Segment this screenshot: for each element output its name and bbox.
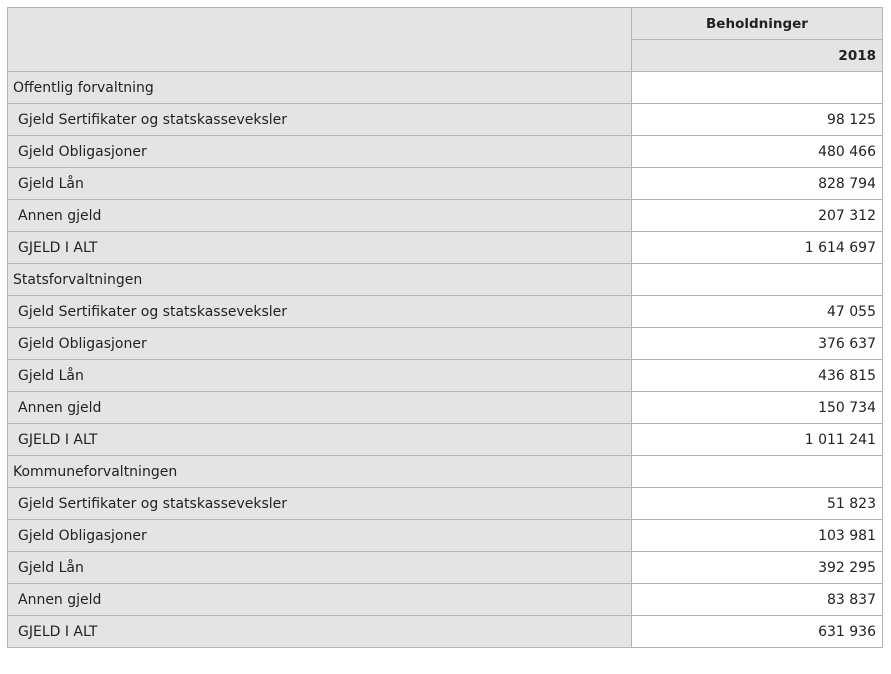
table-row-total: [8, 424, 883, 456]
table-row-total: [8, 616, 883, 648]
table-row: [8, 488, 883, 520]
row-label: Gjeld Obligasjoner: [8, 520, 632, 552]
section-row: [8, 456, 883, 488]
year-header: 2018: [632, 40, 883, 72]
table-row: [8, 360, 883, 392]
table-row: [8, 136, 883, 168]
row-value: 828 794: [632, 168, 883, 200]
header-row-measure: [8, 8, 883, 40]
row-value: 376 637: [632, 328, 883, 360]
table-row: [8, 552, 883, 584]
row-value: 1 011 241: [632, 424, 883, 456]
row-label: Gjeld Lån: [8, 168, 632, 200]
row-label: Gjeld Lån: [8, 360, 632, 392]
section-title: Statsforvaltningen: [8, 264, 632, 296]
table-row: [8, 328, 883, 360]
section-empty-cell: [632, 264, 883, 296]
row-label: Gjeld Obligasjoner: [8, 136, 632, 168]
row-label: Annen gjeld: [8, 200, 632, 232]
row-label: Annen gjeld: [8, 392, 632, 424]
section-empty-cell: [632, 72, 883, 104]
row-value: 47 055: [632, 296, 883, 328]
section-title: Offentlig forvaltning: [8, 72, 632, 104]
table-row: [8, 392, 883, 424]
row-label: GJELD I ALT: [8, 424, 632, 456]
debt-table: [7, 7, 883, 648]
row-value: 51 823: [632, 488, 883, 520]
table-row: [8, 200, 883, 232]
table-row: [8, 584, 883, 616]
section-row: [8, 72, 883, 104]
row-value: 83 837: [632, 584, 883, 616]
row-value: 98 125: [632, 104, 883, 136]
row-label: Gjeld Sertifikater og statskasseveksler: [8, 296, 632, 328]
table-row: [8, 104, 883, 136]
row-label: Gjeld Sertifikater og statskasseveksler: [8, 488, 632, 520]
section-title: Kommuneforvaltningen: [8, 456, 632, 488]
row-label: Gjeld Obligasjoner: [8, 328, 632, 360]
row-label: GJELD I ALT: [8, 232, 632, 264]
row-value: 392 295: [632, 552, 883, 584]
stub-header: [8, 8, 632, 72]
table-row: [8, 168, 883, 200]
row-value: 207 312: [632, 200, 883, 232]
row-label: Gjeld Lån: [8, 552, 632, 584]
row-value: 436 815: [632, 360, 883, 392]
row-value: 1 614 697: [632, 232, 883, 264]
row-label: Gjeld Sertifikater og statskasseveksler: [8, 104, 632, 136]
row-value: 480 466: [632, 136, 883, 168]
table-row: [8, 520, 883, 552]
measure-header: Beholdninger: [632, 8, 883, 40]
row-value: 150 734: [632, 392, 883, 424]
section-row: [8, 264, 883, 296]
table-row: [8, 296, 883, 328]
section-empty-cell: [632, 456, 883, 488]
row-label: GJELD I ALT: [8, 616, 632, 648]
row-value: 631 936: [632, 616, 883, 648]
table-row-total: [8, 232, 883, 264]
row-label: Annen gjeld: [8, 584, 632, 616]
row-value: 103 981: [632, 520, 883, 552]
